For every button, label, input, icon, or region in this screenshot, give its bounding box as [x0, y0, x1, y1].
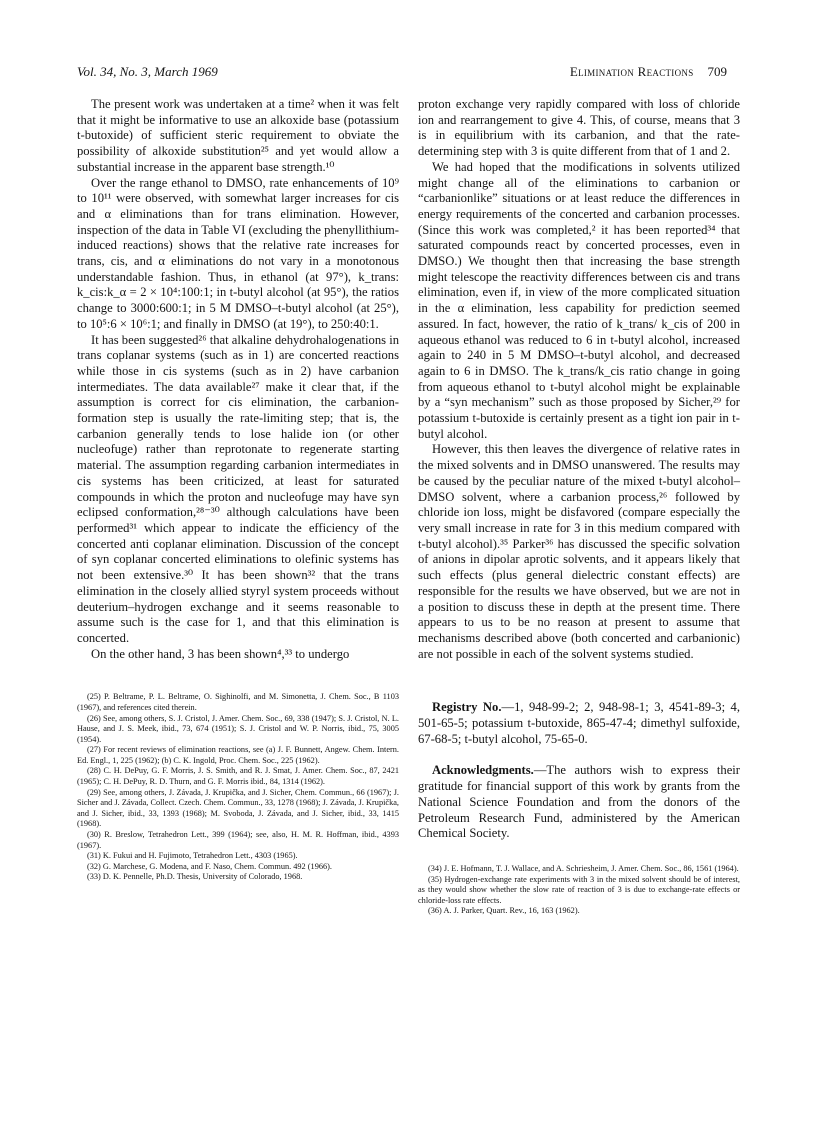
- body-paragraph: Over the range ethanol to DMSO, rate enhancements of 10⁹ to 10¹¹ were observed, with somewhat larger increases for cis and α eliminations than for trans elimination. However, inspection of the data in Table VI (excluding the phenyllithium-induced reactions) shows that the relative rate increases for trans, cis, and α eliminations do not vary in a monotonous understandable fashion. Thus, in ethanol (at 97°), k_trans: k_cis:k_α = 2 × 10⁴:100:1; in t-butyl alcohol (at 95°), the ratios change to 3000:600:1; in 5 M DMSO–t-butyl alcohol (at 25°), to 10⁵:6 × 10⁶:1; and finally in DMSO (at 19°), to 250:40:1.: [77, 175, 399, 331]
- right-column: [418, 97, 740, 917]
- body-paragraph: proton exchange very rapidly compared with loss of chloride ion and rearrangement to give 4. This, of course, means that 3 is in equilibrium with its carbanion, and that the rate-determining step with 3 is quite different from that of 1 and 2.: [418, 97, 740, 159]
- acknowledgments-text: —The authors wish to express their gratitude for financial support of this work by grants from the National Science Foundation and from the donors of the Petroleum Research Fund, administered by the American Chemical Society.: [418, 763, 740, 841]
- page-number: 709: [707, 64, 727, 79]
- footnote: (26) See, among others, S. J. Cristol, J. Amer. Chem. Soc., 69, 338 (1947); S. J. Cristol, N. L. Hause, and J. S. Meek, ibid., 73, 674 (1951); S. J. Cristol and W. P. Norris, ibid., 75, 3005 (1954).: [77, 713, 399, 744]
- acknowledgments-label: Acknowledgments.: [432, 763, 534, 778]
- body-paragraph: The present work was undertaken at a time² when it was felt that it might be informative to use an alkoxide base (potassium t-butoxide) of sufficient steric requirement to obviate the possibility of alkoxide substitution²⁵ and yet would allow a substantial increase in the apparent base strength.¹⁰: [77, 97, 399, 174]
- footnote: (35) Hydrogen-exchange rate experiments with 3 in the mixed solvent should be of interest, as they would show whether the slow rate of reaction of 3 is due to exchange-rate effects or chloride-loss rate effects.: [418, 874, 740, 905]
- body-paragraph: However, this then leaves the divergence of relative rates in the mixed solvents and in DMSO unanswered. The results may be caused by the peculiar nature of the mixed t-butyl alcohol–DMSO solvent, where a carbanion process,²⁶ followed by chloride ion loss, might be disfavored (compare especially the very small increase in rate for 3 in this medium compared with t-butyl alcohol).³⁵ Parker³⁶ has discussed the specific solvation of anions in dipolar aprotic solvents, and it appears likely that such effects (plus general dielectric constant effects) are responsible for the results we have observed, but we are not in a position to discuss these in depth at the present time. There appears to us to be no reason at present to assume that mechanisms described above (both concerted and carbanionic) are not possible in each of the solvent systems studied.: [418, 442, 740, 661]
- footnote: (28) C. H. DePuy, G. F. Morris, J. S. Smith, and R. J. Smat, J. Amer. Chem. Soc., 87, 2421 (1965); C. H. DePuy, R. D. Thurn, and G. F. Morris ibid., 84, 1314 (1962).: [77, 766, 399, 787]
- running-header-section: Elimination Reactions: [569, 64, 694, 79]
- footnote: (30) R. Breslow, Tetrahedron Lett., 399 (1964); see, also, H. M. R. Hoffman, ibid., 4393 (1967).: [77, 830, 399, 850]
- footnote: (29) See, among others, J. Závada, J. Krupička, and J. Sicher, Chem. Commun., 66 (1967); J. Sicher and J. Závada, Collect. Czech. Chem. Commun., 33, 1278 (1968); J. Závada, J. Krupička, and J. Sicher, ibid., 33, 1393 (1968); M. Svoboda, J. Závada, and J. Sicher, ibid., 33, 1415 (1968).: [77, 787, 399, 829]
- body-paragraph: It has been suggested²⁶ that alkaline dehydrohalogenations in trans coplanar systems (such as in 1) are concerted reactions while those in cis systems (such as in 2) have carbanion intermediates. The data available²⁷ make it clear that, if the assumption is correct for cis elimination, the carbanion-formation step is usually the rate-limiting step; that is, the carbanion generally tends to lose halide ion (or other nucleofuge) rather than reprotonate to regenerate starting material. The assumption regarding carbanion intermediates in cis systems has been criticized, at least for saturated compounds in which the proton and nucleofuge may have syn eclipsed conformation,²⁸⁻³⁰ although calculations have been performed³¹ which appear to indicate the efficiency of the concerted anti coplanar elimination. Discussion of the concept of syn coplanar concerted eliminations to olefinic systems has not been extensive.³⁰ It has been shown³² that the trans elimination in the closely allied styryl system proceeds without deuterium–hydrogen exchange and it seems reasonable to assume such is the case for 1, and that this elimination is concerted.: [77, 332, 399, 645]
- footnotes-left: [77, 692, 399, 883]
- footnote: (31) K. Fukui and H. Fujimoto, Tetrahedron Lett., 4303 (1965).: [87, 851, 298, 861]
- body-paragraph: We had hoped that the modifications in solvents utilized might change all of the eliminations to carbanion or “carbanionlike” situations or at least reduce the differences in energy requirements of the concerted and carbanion processes. (Since this work was completed,² it has been reported³⁴ that saturated compounds react by concerted processes, even in DMSO.) We thought then that increasing the base strength might telescope the reactivity differences between cis and trans elimination, even if, in view of the more complicated situation in the α elimination, less capability for prediction seemed assured. In fact, however, the ratio of k_trans/ k_cis of 200 in aqueous ethanol was reduced to 6 in t-butyl alcohol, increased again to 240 in 5 M DMSO–t-butyl alcohol, and decreased again to 6 in DMSO. The k_trans/k_cis ratio change in going from aqueous ethanol to t-butyl alcohol might be explainable by a “syn mechanism” such as those proposed by Sicher,²⁹ for potassium t-butoxide is certainly present as a tight ion pair in t-butyl alcohol.: [418, 159, 740, 441]
- running-header-right: [570, 64, 727, 80]
- footnotes-right: [418, 864, 740, 917]
- registry-text: —1, 948-99-2; 2, 948-98-1; 3, 4541-89-3; 4, 501-65-5; potassium t-butoxide, 865-47-4; dimethyl sulfoxide, 67-68-5; t-butyl alcohol, 75-65-0.: [418, 700, 740, 746]
- running-header-journal: Vol. 34, No. 3, March 1969: [77, 64, 218, 79]
- footnote: (33) D. K. Pennelle, Ph.D. Thesis, University of Colorado, 1968.: [87, 872, 303, 882]
- registry-numbers: [418, 700, 740, 747]
- footnote: (25) P. Beltrame, P. L. Beltrame, O. Sighinolfi, and M. Simonetta, J. Chem. Soc., B 1103 (1967), and references cited therein.: [77, 692, 399, 712]
- footnote: (36) A. J. Parker, Quart. Rev., 16, 163 (1962).: [428, 906, 580, 916]
- left-column: [77, 97, 399, 883]
- footnote: (32) G. Marchese, G. Modena, and F. Naso, Chem. Commun. 492 (1966).: [87, 861, 332, 871]
- body-paragraph: On the other hand, 3 has been shown⁴,³³ to undergo: [91, 646, 350, 661]
- registry-label: Registry No.: [432, 700, 502, 715]
- acknowledgments: [418, 763, 740, 842]
- footnote: (27) For recent reviews of elimination reactions, see (a) J. F. Bunnett, Angew. Chem. Intern. Ed. Engl., 1, 225 (1962); (b) C. K. Ingold, Proc. Chem. Soc., 225 (1962).: [77, 745, 399, 765]
- footnote: (34) J. E. Hofmann, T. J. Wallace, and A. Schriesheim, J. Amer. Chem. Soc., 86, 1561 (1964).: [428, 863, 739, 873]
